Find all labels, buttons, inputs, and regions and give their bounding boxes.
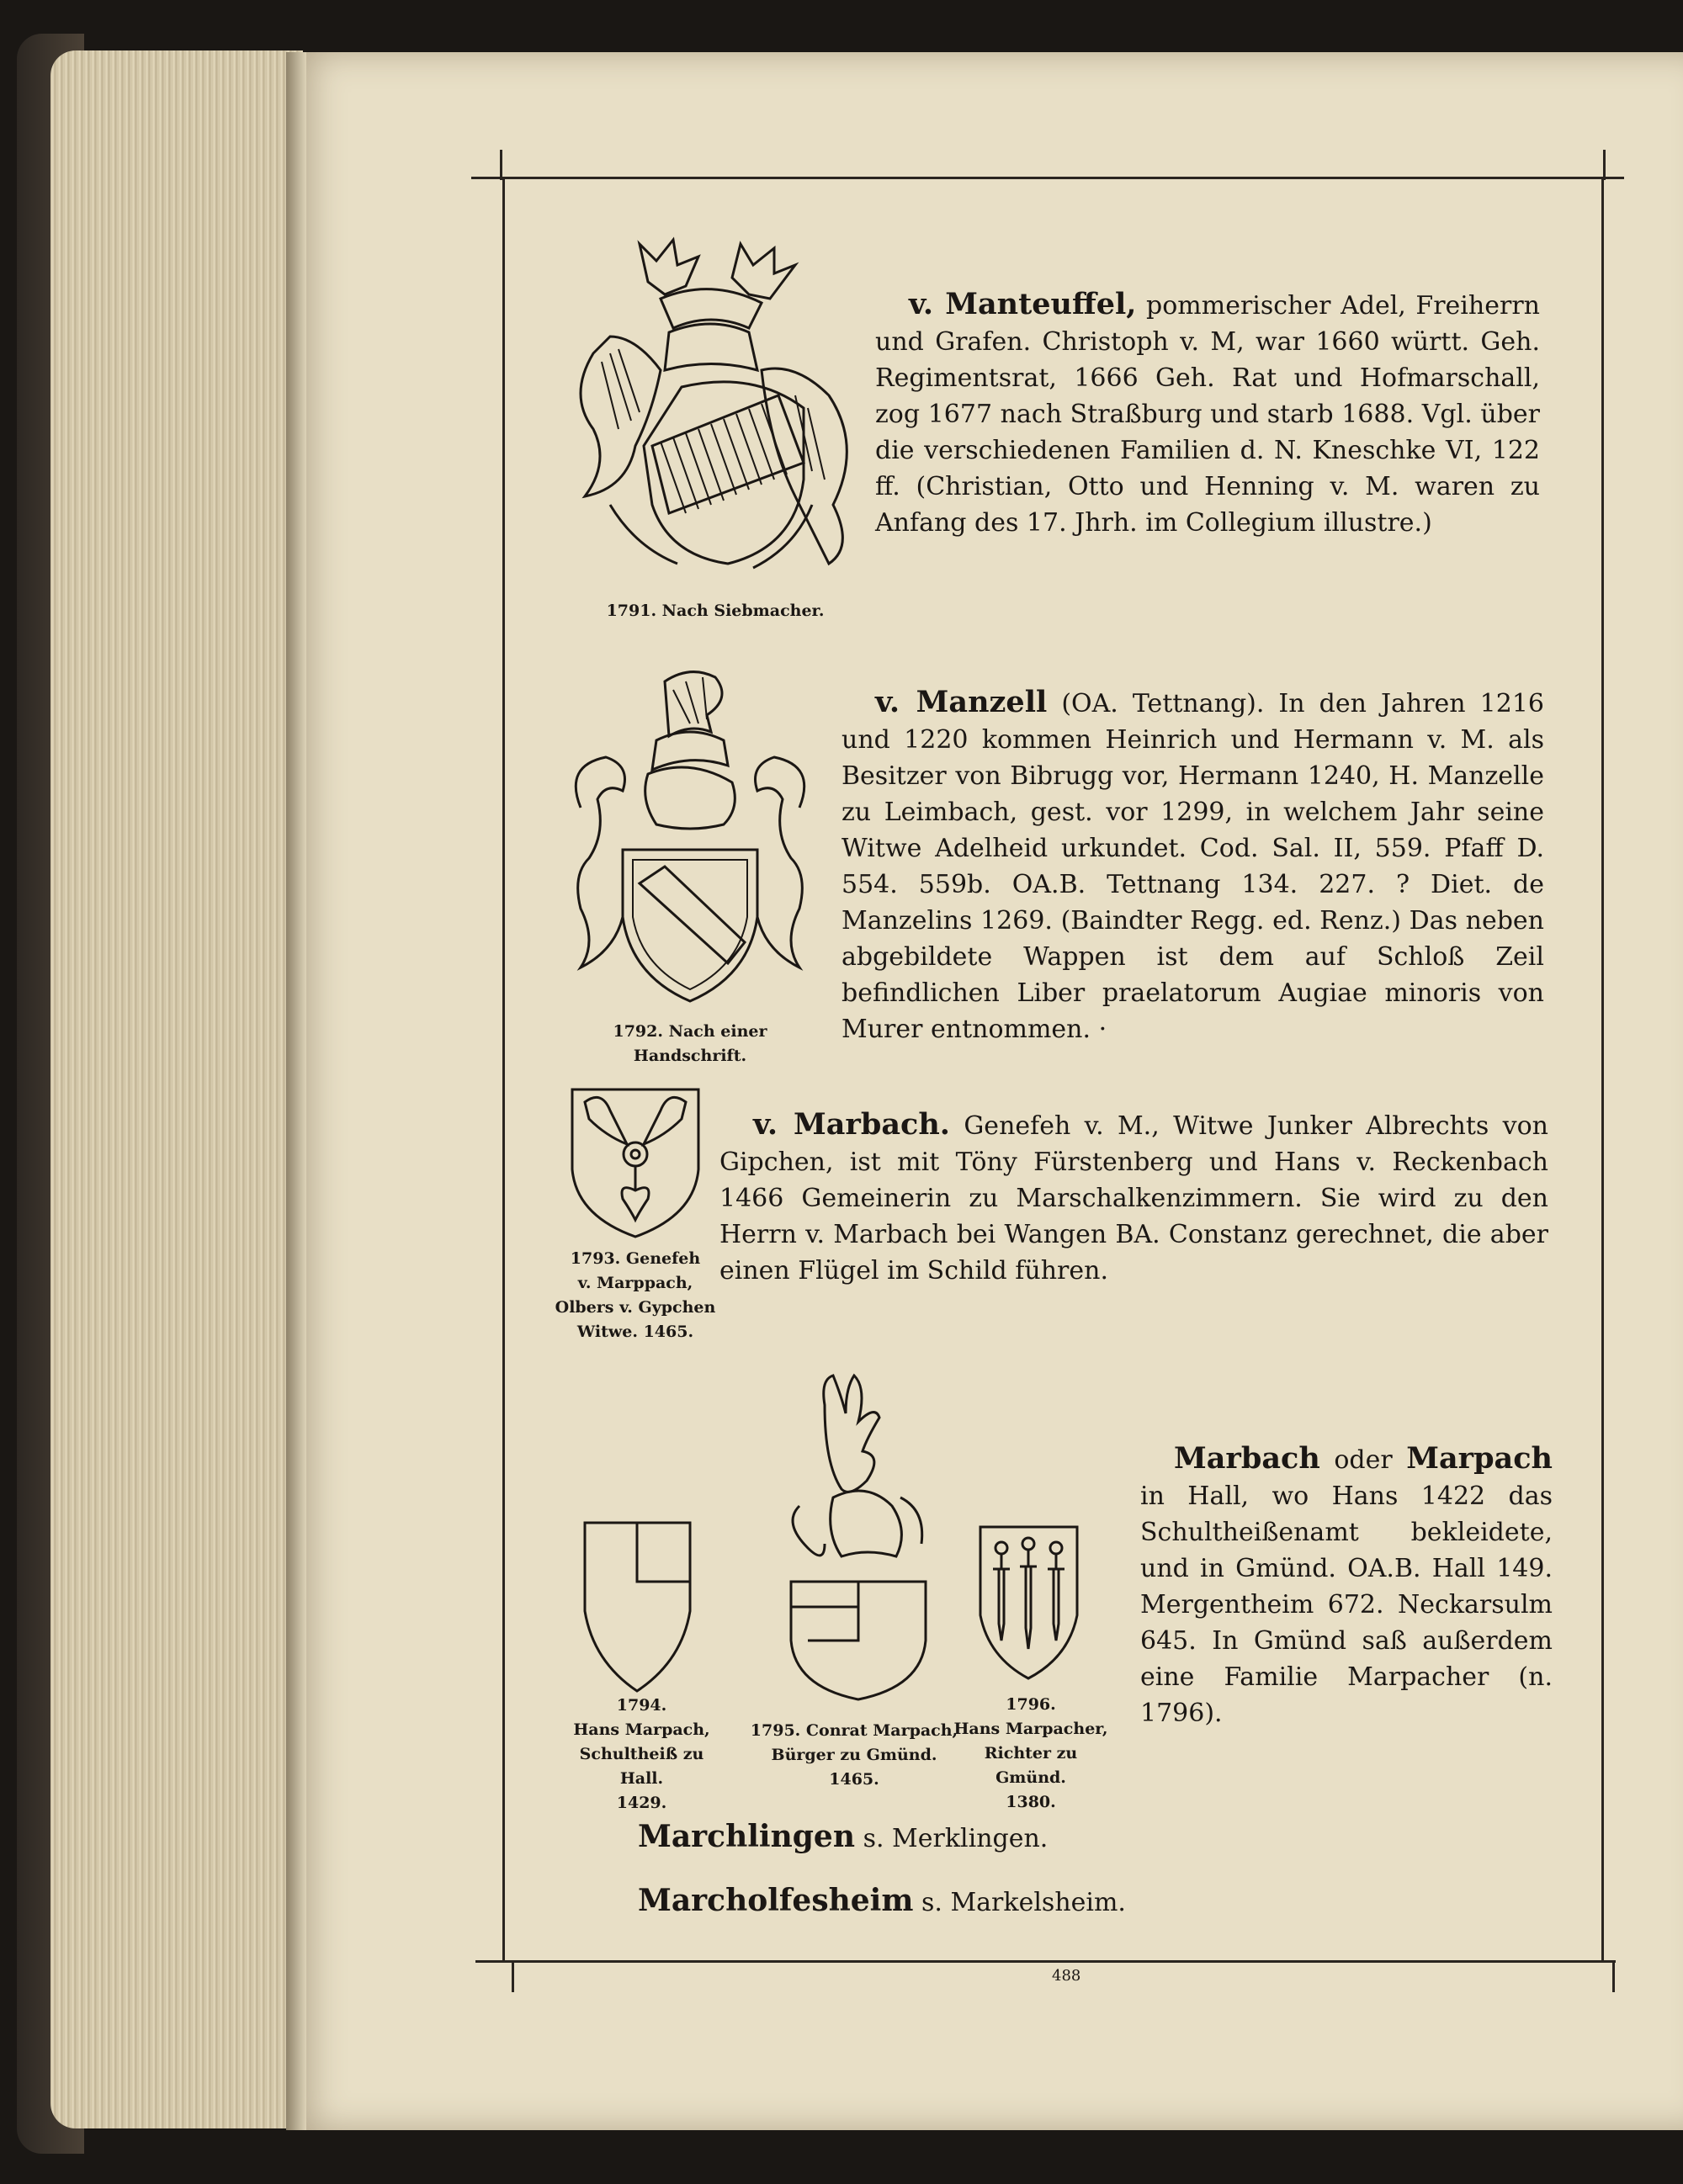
caption-line: 1796. — [1006, 1695, 1056, 1714]
entry-text: pommerischer Adel, Freiherrn und Grafen. Christoph v. M, war 1660 württ. Geh. Regimentsrat, 1666 Geh. Rat und Hofmarschall, zog 1677 nach Straßburg und starb 1688. Vgl. über die verschiedenen Familien d. N. Kneschke VI, 122 ff. (Christian, Otto und Henning v. M. waren zu Anfang des 17. Jhrh. im Collegium illustre.) — [875, 291, 1540, 538]
caption-1794 — [568, 1694, 715, 1816]
page-stack-edge — [50, 50, 303, 2128]
entry-marbach — [719, 1106, 1548, 1289]
entry-head: v. Manzell — [875, 685, 1048, 719]
entry-marbach-marpach — [1140, 1440, 1553, 1731]
coat-of-arms-1792 — [564, 665, 816, 1018]
caption-1796 — [951, 1693, 1111, 1815]
entry-manteuffel — [875, 286, 1540, 541]
caption-line: 1380. — [1006, 1793, 1056, 1811]
caption-line: v. Marppach, — [577, 1274, 693, 1292]
top-rule — [471, 177, 1624, 179]
entry-head: Marbach — [1174, 1441, 1320, 1476]
entry-head: v. Manteuffel, — [909, 287, 1137, 321]
coat-of-arms-1795 — [774, 1371, 942, 1704]
xref-text: s. Merklingen. — [863, 1824, 1049, 1853]
caption-line: Hans Marpach, — [573, 1720, 710, 1739]
page-number: 488 — [1052, 1967, 1081, 1985]
entry-connector: oder — [1334, 1445, 1393, 1475]
entry-text: (OA. Tettnang). In den Jahren 1216 und 1220 kommen Heinrich und Hermann v. M. als Besitzer von Bibrugg vor, Hermann 1240, H. Manzelle zu Leimbach, gest. vor 1299, in welchem Jahr seine Witwe Adelheid urkundet. Cod. Sal. II, 559. Pfaff D. 554. 559b. OA.B. Tettnang 134. 227. ? Diet. de Manzelins 1269. (Baindter Regg. ed. Renz.) Das neben abgebildete Wappen ist dem auf Schloß Zeil befindlichen Liber praelatorum Augiae minoris von Murer entnommen. · — [842, 689, 1544, 1044]
caption-line: 1794. — [616, 1696, 667, 1715]
caption-line: Olbers v. Gypchen — [555, 1298, 716, 1317]
caption-line: Bürger zu Gmünd. — [771, 1746, 937, 1764]
right-rule — [1601, 178, 1604, 1962]
xref-marcholfesheim — [638, 1883, 1126, 1918]
caption-line: 1793. Genefeh — [570, 1249, 701, 1268]
caption-line: Hans Marpacher, — [953, 1720, 1108, 1738]
coat-of-arms-1791 — [560, 227, 863, 589]
coat-of-arms-1794 — [581, 1519, 694, 1695]
caption-line: 1429. — [616, 1794, 667, 1812]
caption-1791: 1791. Nach Siebmacher. — [606, 602, 825, 620]
caption-line: 1795. Conrat Marpach, — [750, 1721, 958, 1740]
left-rule — [502, 178, 505, 1962]
coat-of-arms-1796 — [976, 1523, 1081, 1683]
xref-head: Marchlingen — [638, 1819, 856, 1854]
entry-text: Genefeh v. M., Witwe Junker Albrechts von Gipchen, ist mit Töny Fürstenberg und Hans v. Reckenbach 1466 Gemeinerin zu Marschalkenzimmern. Sie wird zu den Herrn v. Marbach bei Wangen BA. Constanz gerechnet, die aber einen Flügel im Schild führen. — [719, 1111, 1548, 1285]
coat-of-arms-1793 — [568, 1085, 703, 1241]
caption-line: Witwe. 1465. — [576, 1323, 694, 1341]
bottom-right-tick — [1612, 1960, 1615, 1992]
entry-head-alt: Marpach — [1406, 1441, 1553, 1476]
caption-line: Schultheiß zu Hall. — [579, 1745, 704, 1788]
caption-line: 1465. — [829, 1770, 879, 1789]
caption-1795 — [745, 1719, 964, 1792]
caption-1792: 1792. Nach einer Handschrift. — [613, 1022, 767, 1065]
entry-head: v. Marbach. — [753, 1107, 950, 1142]
entry-text: in Hall, wo Hans 1422 das Schultheißenamt bekleidete, und in Gmünd. OA.B. Hall 149. Mergentheim 672. Neckarsulm 645. In Gmünd saß außerdem eine Familie Marpacher (n. 1796). — [1140, 1482, 1553, 1728]
page-gutter — [286, 52, 306, 2130]
top-left-tick — [500, 150, 502, 180]
bottom-rule — [475, 1960, 1616, 1963]
caption-1793 — [551, 1247, 719, 1344]
top-right-tick — [1603, 150, 1606, 180]
xref-marchlingen — [638, 1819, 1048, 1854]
bottom-left-tick — [512, 1960, 514, 1992]
entry-manzell — [842, 684, 1544, 1047]
xref-head: Marcholfesheim — [638, 1883, 914, 1918]
xref-text: s. Markelsheim. — [921, 1888, 1126, 1917]
caption-line: Richter zu Gmünd. — [984, 1744, 1078, 1787]
